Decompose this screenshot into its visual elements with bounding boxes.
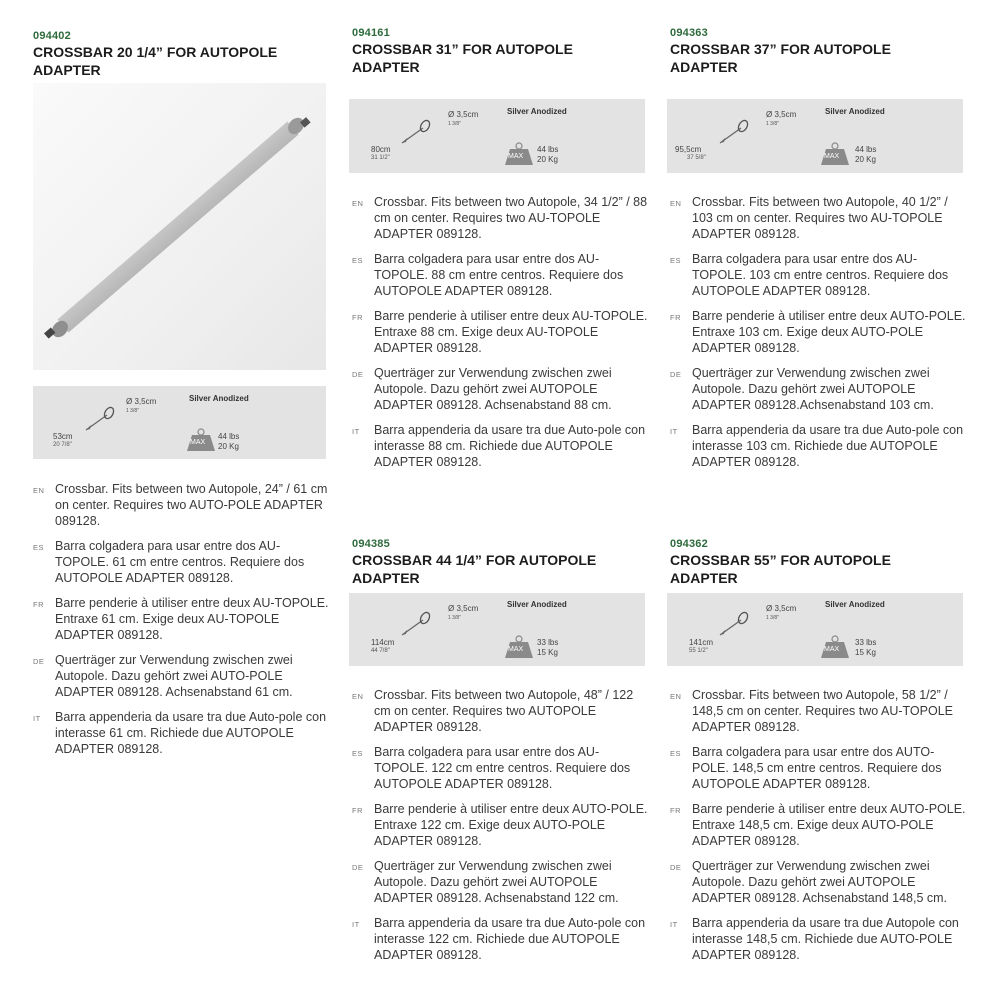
spec-panel bbox=[349, 593, 645, 666]
diameter-label: Ø 3,5cm bbox=[448, 604, 479, 613]
crossbar-image bbox=[33, 83, 326, 370]
finish-label: Silver Anodized bbox=[189, 394, 249, 403]
description-de: DE Querträger zur Verwendung zwischen zwei Autopole. Dazu gehört zwei AUTOPOLE ADAPTER 089128. Achsenabstand 88 cm. bbox=[352, 366, 612, 412]
diameter-label: Ø 3,5cm bbox=[448, 110, 479, 119]
product-title: CROSSBAR 37” FOR AUTOPOLE ADAPTER bbox=[670, 41, 891, 75]
max-badge: MAX bbox=[824, 153, 840, 160]
description-it: IT Barra appenderia da usare tra due Auto-pole con interasse 61 cm. Richiede due AUTOPOLE ADAPTER 089128. bbox=[33, 710, 327, 756]
description-list bbox=[352, 194, 650, 470]
finish-label: Silver Anodized bbox=[825, 107, 885, 116]
finish-label: Silver Anodized bbox=[507, 600, 567, 609]
description-es: ES Barra colgadera para usar entre dos AU-TOPOLE. 88 cm entre centros. Requiere dos AUTOPOLE ADAPTER 089128. bbox=[352, 252, 624, 298]
diameter-label: Ø 3,5cm bbox=[126, 397, 157, 406]
diameter-label: Ø 3,5cm bbox=[766, 110, 797, 119]
max-load-lbs: 44 lbs bbox=[855, 145, 877, 154]
max-load-lbs: 33 lbs bbox=[537, 638, 559, 647]
product-code: 094363 bbox=[670, 27, 708, 39]
diameter-inches: 1 3/8" bbox=[126, 408, 139, 414]
product-title: CROSSBAR 20 1/4” FOR AUTOPOLE ADAPTER bbox=[33, 44, 278, 78]
finish-label: Silver Anodized bbox=[507, 107, 567, 116]
spec-panel bbox=[33, 386, 326, 459]
max-load-kg: 20 Kg bbox=[855, 155, 876, 164]
product-code: 094385 bbox=[352, 538, 390, 550]
max-badge: MAX bbox=[824, 646, 840, 653]
max-load-kg: 20 Kg bbox=[218, 442, 239, 451]
product-094161 bbox=[352, 27, 652, 76]
diameter-inches: 1 3/8" bbox=[766, 121, 779, 127]
spec-panel bbox=[349, 99, 645, 173]
description-fr: FR Barre penderie à utiliser entre deux AUTO-POLE. Entraxe 148,5 cm. Exige deux AUTO-POLE ADAPTER 089128. bbox=[670, 802, 966, 848]
max-load-kg: 15 Kg bbox=[855, 648, 876, 657]
length-inches: 37 5/8" bbox=[687, 155, 706, 161]
length-inches: 55 1/2" bbox=[689, 648, 708, 654]
max-load-lbs: 44 lbs bbox=[218, 432, 240, 441]
max-load-lbs: 44 lbs bbox=[537, 145, 559, 154]
description-it: IT Barra appenderia da usare tra due Autopole con interasse 148,5 cm. Richiede due AUTO-POLE ADAPTER 089128. bbox=[670, 916, 959, 962]
description-de: DE Querträger zur Verwendung zwischen zwei Autopole. Dazu gehört zwei AUTOPOLE ADAPTER 089128. Achsenabstand 122 cm. bbox=[352, 859, 619, 905]
diameter-label: Ø 3,5cm bbox=[766, 604, 797, 613]
spec-panel bbox=[667, 593, 963, 666]
diameter-inches: 1 3/8" bbox=[448, 615, 461, 621]
length-cm: 80cm bbox=[371, 145, 391, 154]
diameter-inches: 1 3/8" bbox=[448, 121, 461, 127]
description-en: EN Crossbar. Fits between two Autopole, 48” / 122 cm on center. Requires two AUTOPOLE ADAPTER 089128. bbox=[352, 688, 634, 734]
max-badge: MAX bbox=[190, 439, 206, 446]
description-es: ES Barra colgadera para usar entre dos AU-TOPOLE. 103 cm entre centros. Requiere dos AUTOPOLE ADAPTER 089128. bbox=[670, 252, 949, 298]
description-es: ES Barra colgadera para usar entre dos AU-TOPOLE. 122 cm entre centros. Requiere dos AUTOPOLE ADAPTER 089128. bbox=[352, 745, 631, 791]
description-list bbox=[33, 481, 331, 757]
description-fr: FR Barre penderie à utiliser entre deux AU-TOPOLE. Entraxe 61 cm. Exige deux AU-TOPOLE ADAPTER 089128. bbox=[33, 596, 329, 642]
description-de: DE Querträger zur Verwendung zwischen zwei Autopole. Dazu gehört zwei AUTOPOLE ADAPTER 089128.Achsenabstand 103 cm. bbox=[670, 366, 934, 412]
description-fr: FR Barre penderie à utiliser entre deux AUTO-POLE. Entraxe 122 cm. Exige deux AUTO-POLE ADAPTER 089128. bbox=[352, 802, 648, 848]
product-title: CROSSBAR 55” FOR AUTOPOLE ADAPTER bbox=[670, 552, 891, 586]
product-094402 bbox=[33, 30, 333, 79]
max-load-kg: 15 Kg bbox=[537, 648, 558, 657]
length-inches: 20 7/8" bbox=[53, 442, 72, 448]
max-badge: MAX bbox=[508, 153, 524, 160]
length-inches: 44 7/8" bbox=[371, 648, 390, 654]
description-it: IT Barra appenderia da usare tra due Auto-pole con interasse 88 cm. Richiede due AUTOPOLE ADAPTER 089128. bbox=[352, 423, 646, 469]
description-it: IT Barra appenderia da usare tra due Auto-pole con interasse 103 cm. Richiede due AUTOPOLE ADAPTER 089128. bbox=[670, 423, 964, 469]
description-es: ES Barra colgadera para usar entre dos AUTO-POLE. 148,5 cm entre centros. Requiere dos AUTOPOLE ADAPTER 089128. bbox=[670, 745, 942, 791]
description-list bbox=[670, 687, 970, 963]
description-de: DE Querträger zur Verwendung zwischen zwei Autopole. Dazu gehört zwei AUTO-POLE ADAPTER 089128. Achsenabstand 61 cm. bbox=[33, 653, 293, 699]
product-code: 094362 bbox=[670, 538, 708, 550]
max-badge: MAX bbox=[508, 646, 524, 653]
product-094363 bbox=[670, 27, 970, 76]
description-list bbox=[352, 687, 650, 963]
product-title: CROSSBAR 31” FOR AUTOPOLE ADAPTER bbox=[352, 41, 573, 75]
max-load-lbs: 33 lbs bbox=[855, 638, 877, 647]
length-cm: 53cm bbox=[53, 432, 73, 441]
length-inches: 31 1/2" bbox=[371, 155, 390, 161]
description-fr: FR Barre penderie à utiliser entre deux AU-TOPOLE. Entraxe 88 cm. Exige deux AU-TOPOLE ADAPTER 089128. bbox=[352, 309, 648, 355]
length-cm: 114cm bbox=[371, 638, 395, 647]
spec-panel bbox=[667, 99, 963, 173]
description-en: EN Crossbar. Fits between two Autopole, 24” / 61 cm on center. Requires two AUTO-POLE ADAPTER 089128. bbox=[33, 482, 328, 528]
product-photo-crossbar bbox=[33, 83, 326, 370]
description-fr: FR Barre penderie à utiliser entre deux AUTO-POLE. Entraxe 103 cm. Exige deux AUTO-POLE ADAPTER 089128. bbox=[670, 309, 966, 355]
product-094385 bbox=[352, 538, 652, 587]
product-title: CROSSBAR 44 1/4” FOR AUTOPOLE ADAPTER bbox=[352, 552, 597, 586]
description-de: DE Querträger zur Verwendung zwischen zwei Autopole. Dazu gehört zwei AUTOPOLE ADAPTER 089128. Achsenabstand 148,5 cm. bbox=[670, 859, 948, 905]
description-en: EN Crossbar. Fits between two Autopole, 34 1/2” / 88 cm on center. Requires two AU-TOPOLE ADAPTER 089128. bbox=[352, 195, 648, 241]
product-code: 094161 bbox=[352, 27, 390, 39]
length-cm: 141cm bbox=[689, 638, 714, 647]
description-list bbox=[670, 194, 968, 470]
description-en: EN Crossbar. Fits between two Autopole, 58 1/2” / 148,5 cm on center. Requires two AU-TOPOLE ADAPTER 089128. bbox=[670, 688, 954, 734]
max-load-kg: 20 Kg bbox=[537, 155, 558, 164]
length-cm: 95,5cm bbox=[675, 145, 702, 154]
diameter-inches: 1 3/8" bbox=[766, 615, 779, 621]
description-es: ES Barra colgadera para usar entre dos AU-TOPOLE. 61 cm entre centros. Requiere dos AUTOPOLE ADAPTER 089128. bbox=[33, 539, 305, 585]
description-en: EN Crossbar. Fits between two Autopole, 40 1/2” / 103 cm on center. Requires two AU-TOPOLE ADAPTER 089128. bbox=[670, 195, 948, 241]
finish-label: Silver Anodized bbox=[825, 600, 885, 609]
product-094362 bbox=[670, 538, 970, 587]
product-code: 094402 bbox=[33, 30, 71, 42]
description-it: IT Barra appenderia da usare tra due Auto-pole con interasse 122 cm. Richiede due AUTOPOLE ADAPTER 089128. bbox=[352, 916, 646, 962]
